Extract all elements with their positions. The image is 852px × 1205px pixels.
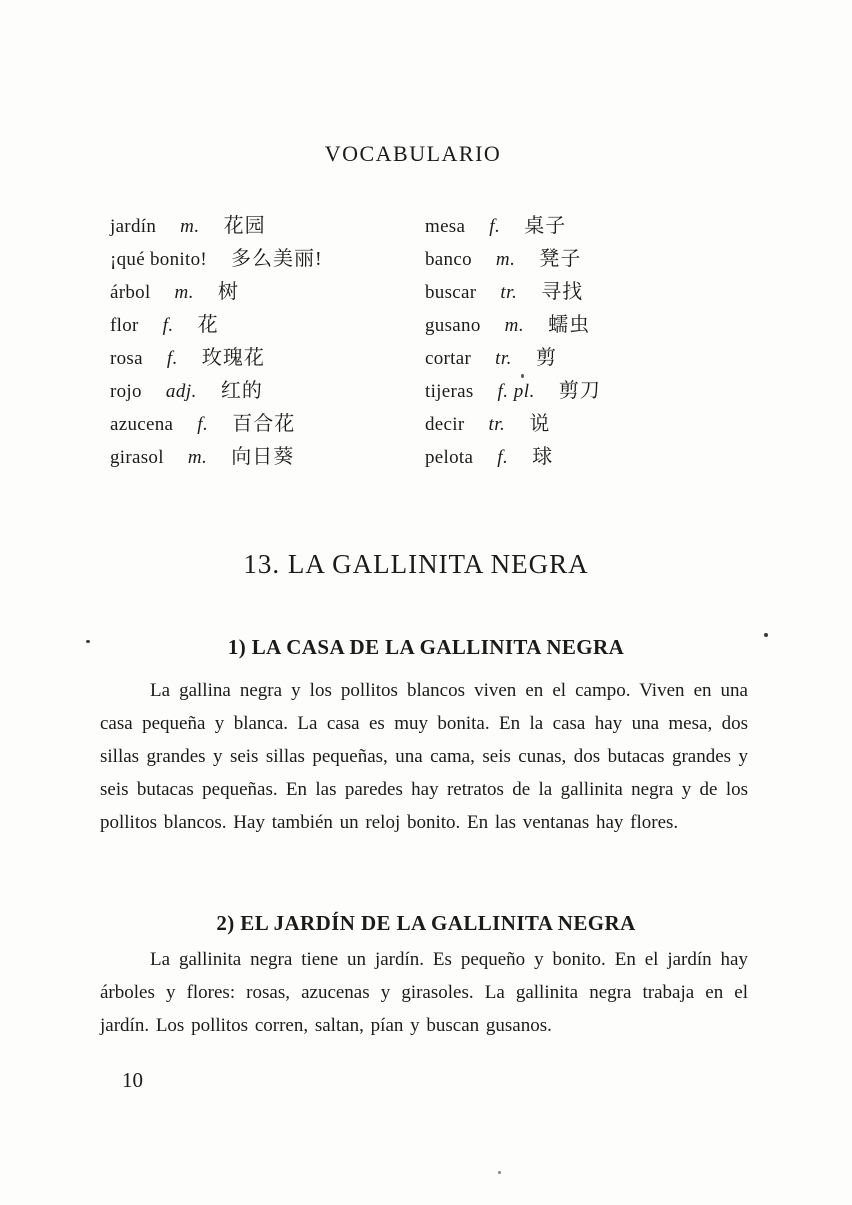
vocab-word: árbol (110, 282, 151, 303)
vocab-pos-abbr: f. pl. (497, 381, 535, 402)
section-1-paragraph: La gallina negra y los pollitos blancos viven en el campo. Viven en una casa pequeña y blanca. La casa es muy bonita. En la casa hay una mesa, dos sillas grandes y seis sillas pequeñas, una cama, seis cunas, dos butacas grandes y seis butacas pequeñas. En las paredes hay retratos de la gallinita negra y de los pollitos blancos. Hay también un reloj bonito. En las ventanas hay flores. (100, 680, 748, 833)
vocab-pos-abbr: m. (174, 282, 195, 303)
vocab-entry (425, 242, 755, 275)
scan-speck (764, 633, 768, 637)
vocab-entry (110, 440, 425, 473)
section-2-heading: 2) EL JARDÍN DE LA GALLINITA NEGRA (216, 911, 636, 935)
vocab-word: girasol (110, 447, 164, 468)
page-number: 10 (122, 1068, 143, 1092)
vocab-pos-abbr: f. (166, 348, 178, 369)
vocab-pos-abbr: m. (504, 315, 525, 336)
vocab-translation: 寻找 (541, 281, 584, 303)
vocab-word: rojo (110, 381, 142, 402)
vocab-translation: 花园 (223, 215, 266, 237)
vocab-word: flor (110, 315, 139, 336)
vocab-entry (425, 407, 755, 440)
vocab-word: tijeras (425, 381, 474, 402)
vocab-entry (110, 374, 425, 407)
vocab-translation: 球 (532, 446, 554, 468)
vocab-word: cortar (425, 348, 472, 369)
vocab-pos-abbr: f. (489, 216, 501, 237)
vocab-entry (110, 209, 425, 242)
vocab-translation: 多么美丽! (231, 248, 323, 270)
vocab-entry (110, 275, 425, 308)
section-1-heading: 1) LA CASA DE LA GALLINITA NEGRA (227, 635, 625, 659)
page-title: VOCABULARIO (324, 141, 502, 166)
scan-speck (498, 1171, 501, 1174)
vocab-word: mesa (425, 216, 466, 237)
vocab-entry (110, 242, 425, 275)
vocab-translation: 花 (197, 314, 219, 336)
vocab-entry (425, 275, 755, 308)
vocab-pos-abbr: adj. (165, 381, 197, 402)
vocab-pos-abbr: tr. (495, 348, 512, 369)
vocab-translation: 凳子 (539, 248, 582, 270)
vocab-pos-abbr: f. (197, 414, 209, 435)
section-2-paragraph: La gallinita negra tiene un jardín. Es pequeño y bonito. En el jardín hay árboles y flores: rosas, azucenas y girasoles. La gallinita negra trabaja en el jardín. Los pollitos corren, saltan, pían y buscan gusanos. (100, 949, 748, 1036)
vocab-entry (110, 341, 425, 374)
vocab-entry (110, 308, 425, 341)
scan-speck (86, 640, 90, 643)
vocab-word: pelota (425, 447, 474, 468)
vocab-pos-abbr: f. (497, 447, 509, 468)
vocab-entry (425, 209, 755, 242)
vocab-translation: 百合花 (232, 413, 296, 435)
vocab-translation: 蠕虫 (548, 314, 591, 336)
vocab-translation: 剪刀 (558, 380, 601, 402)
vocab-word: decir (425, 414, 465, 435)
vocab-translation: 向日葵 (231, 446, 295, 468)
vocabulary-list (110, 209, 755, 473)
vocab-translation: 剪 (535, 347, 557, 369)
vocab-translation: 说 (529, 413, 551, 435)
vocab-translation: 玫瑰花 (201, 347, 265, 369)
vocab-word: banco (425, 249, 472, 270)
vocab-entry (425, 341, 755, 374)
vocab-word: gusano (425, 315, 481, 336)
vocab-word: jardín (110, 216, 157, 237)
vocab-translation: 桌子 (524, 215, 567, 237)
scan-speck (521, 374, 524, 378)
vocab-word: azucena (110, 414, 174, 435)
vocab-pos-abbr: m. (495, 249, 516, 270)
lesson-title: 13. LA GALLINITA NEGRA (243, 549, 589, 579)
vocab-pos-abbr: tr. (500, 282, 518, 303)
vocab-entry (425, 308, 755, 341)
vocab-pos-abbr: m. (180, 216, 200, 237)
vocab-translation: 红的 (220, 380, 263, 402)
vocab-pos-abbr: tr. (488, 414, 506, 435)
vocab-pos-abbr: m. (187, 447, 208, 468)
vocab-translation: 树 (218, 281, 240, 303)
vocab-entry (425, 440, 755, 473)
vocab-entry (110, 407, 425, 440)
vocab-word: buscar (425, 282, 477, 303)
vocab-pos-abbr: f. (162, 315, 174, 336)
vocab-word: ¡qué bonito! (110, 249, 207, 270)
vocab-word: rosa (110, 348, 143, 369)
vocab-entry (425, 374, 755, 407)
